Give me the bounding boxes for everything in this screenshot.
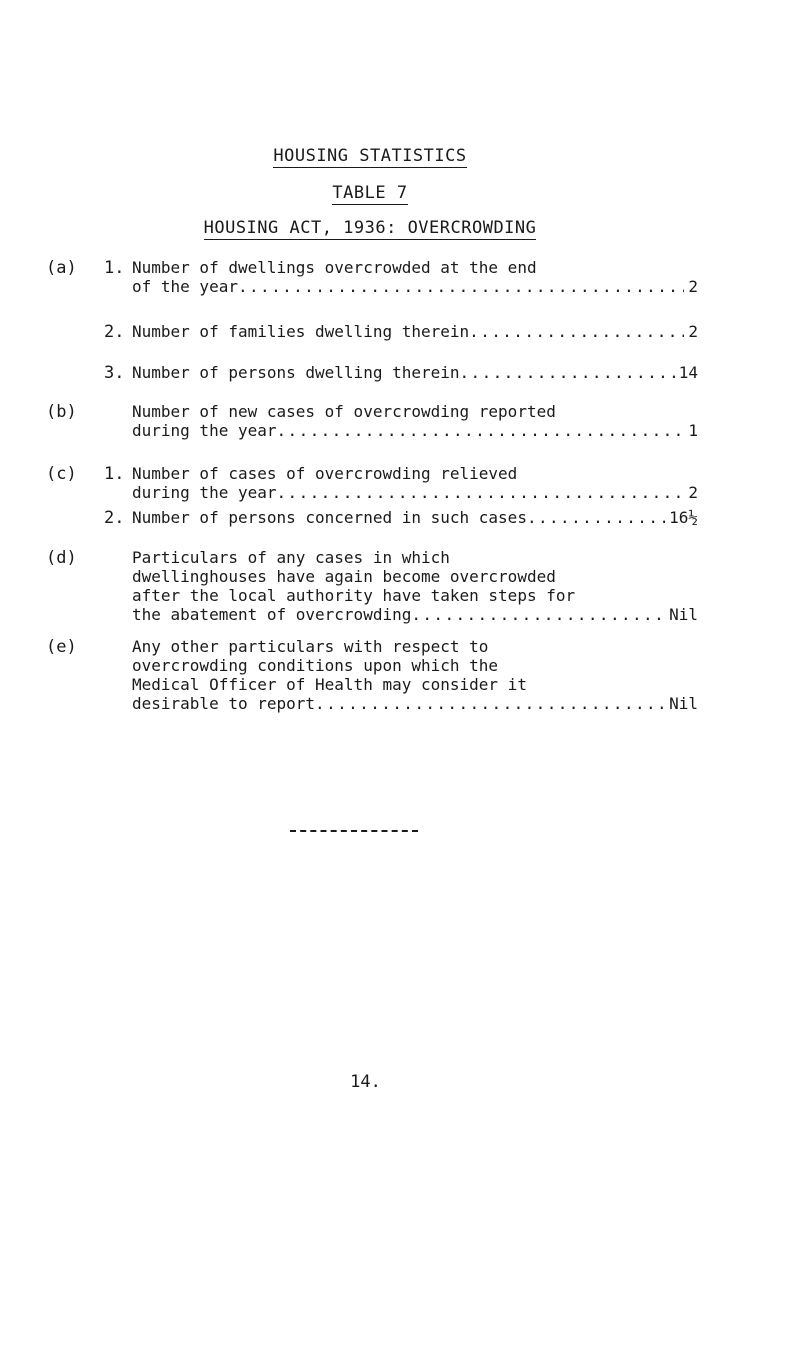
item-text-line: Medical Officer of Health may consider it [132, 675, 527, 694]
item-text-line: after the local authority have taken steps for [132, 586, 576, 605]
item-text-line: the abatement of overcrowding [132, 605, 412, 624]
section-label-a: (a) [46, 258, 77, 278]
section-label-d: (d) [46, 548, 77, 568]
item-text-line: of the year [132, 277, 238, 296]
table-label: TABLE 7 [332, 183, 408, 203]
item-value: 2 [688, 322, 698, 341]
dot-leader [238, 277, 684, 296]
item-value: 14 [678, 363, 698, 382]
item-text-line: Number of persons concerned in such cases [132, 508, 527, 527]
item-text-line: Number of new cases of overcrowding reported [132, 402, 556, 421]
dot-leader [411, 605, 665, 624]
item-number: 1. [104, 464, 125, 484]
list-item [132, 548, 722, 624]
section-label-c: (c) [46, 464, 77, 484]
item-text-line: desirable to report [132, 694, 316, 713]
item-text-line: Number of persons dwelling therein [132, 363, 460, 382]
dot-leader [460, 363, 675, 382]
list-item [132, 508, 722, 527]
item-text-line: during the year [132, 483, 277, 502]
dot-leader [315, 694, 665, 713]
page-number: 14. [350, 1072, 381, 1092]
item-value: 2 [688, 483, 698, 502]
dot-leader [527, 508, 665, 527]
section-label-e: (e) [46, 637, 77, 657]
item-number: 3. [104, 363, 125, 383]
document-title: HOUSING STATISTICS [273, 146, 467, 166]
item-text-line: Number of cases of overcrowding relieved [132, 464, 518, 483]
item-number: 1. [104, 258, 125, 278]
section-label-b: (b) [46, 402, 77, 422]
item-text-line: during the year [132, 421, 277, 440]
list-item [132, 322, 722, 341]
item-value: 2 [688, 277, 698, 296]
item-value: Nil [669, 694, 698, 713]
item-text-line: dwellinghouses have again become overcrowded [132, 567, 556, 586]
act-heading: HOUSING ACT, 1936: OVERCROWDING [203, 218, 537, 238]
item-text-line: Any other particulars with respect to [132, 637, 489, 656]
dot-leader [277, 483, 685, 502]
item-text-line: Number of dwellings overcrowded at the end [132, 258, 537, 277]
item-value: 1 [688, 421, 698, 440]
list-item [132, 402, 722, 440]
list-item [132, 464, 722, 502]
item-text-line: Number of families dwelling therein [132, 322, 470, 341]
list-item [132, 363, 722, 382]
section-divider [290, 830, 418, 832]
list-item [132, 637, 722, 713]
item-text-line: Particulars of any cases in which [132, 548, 450, 567]
item-value: Nil [669, 605, 698, 624]
item-text-line: overcrowding conditions upon which the [132, 656, 499, 675]
list-item [132, 258, 722, 296]
dot-leader [469, 322, 684, 341]
item-number: 2. [104, 322, 125, 342]
item-value: 16½ [669, 508, 698, 527]
item-number: 2. [104, 508, 125, 528]
dot-leader [277, 421, 685, 440]
